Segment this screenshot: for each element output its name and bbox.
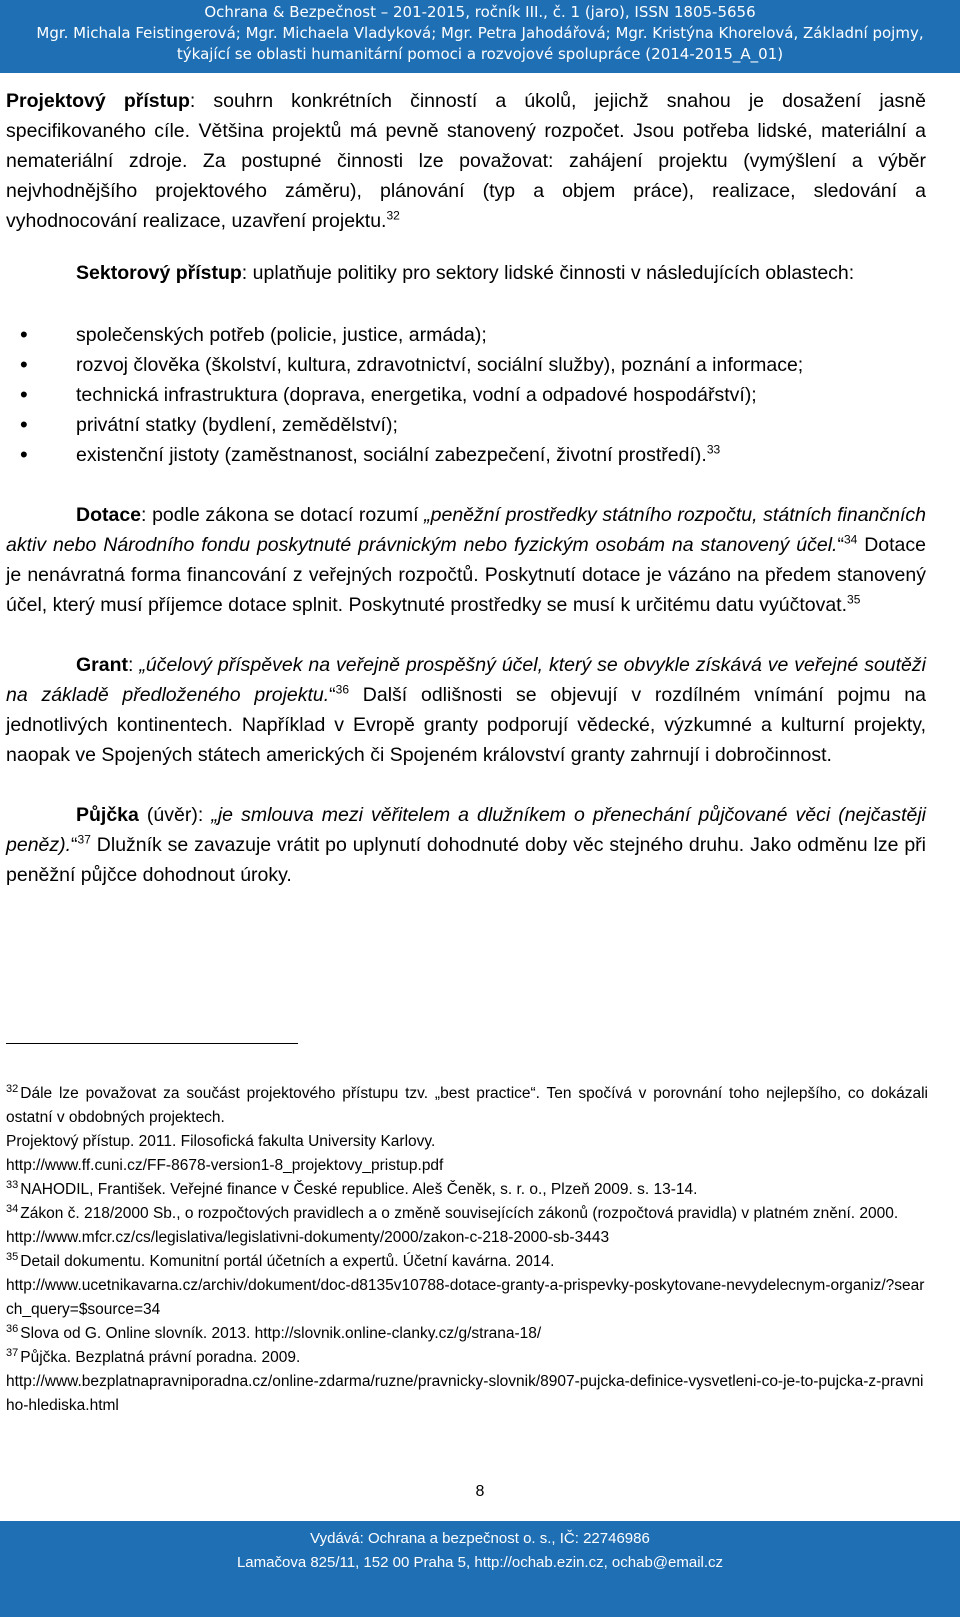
footnote-ref: 34 xyxy=(843,532,858,547)
paragraph-text: Dotace je nenávratná forma financování z veřejných rozpočtů. Poskytnutí dotace je vázáno na předem stanovený účel, který musí příjemce dotace splnit. Poskytnuté prostředky se musí k určitému datu vyúčtovat. xyxy=(6,534,926,616)
footnote-number: 34 xyxy=(6,1202,19,1215)
footnote-ref: 33 xyxy=(706,442,721,457)
footnote-text: Půjčka. Bezplatná právní poradna. 2009. xyxy=(20,1349,301,1366)
sector-list xyxy=(6,320,926,470)
footnotes xyxy=(6,1082,928,1418)
term-grant: Grant xyxy=(76,654,129,676)
paragraph-text: : uplatňuje politiky pro sektory lidské činnosti v následujících oblastech: xyxy=(241,262,855,284)
paragraph-sektorovy-pristup xyxy=(6,258,926,288)
footnote-36 xyxy=(6,1322,928,1346)
footnote-35-link[interactable]: http://www.ucetnikavarna.cz/archiv/dokument/doc-d8135v10788-dotace-granty-a-prispevky-poskytovane-nevydelecnym-organiz/?search_query=$source=34 xyxy=(6,1277,925,1318)
footnote-34 xyxy=(6,1202,928,1226)
page-number: 8 xyxy=(475,1483,485,1500)
paragraph-text: : xyxy=(128,654,140,676)
footnote-32-source: Projektový přístup. 2011. Filosofická fakulta University Karlovy. xyxy=(6,1133,436,1150)
footnote-number: 36 xyxy=(6,1322,19,1335)
footer-publisher-line: Vydává: Ochrana a bezpečnost o. s., IČ: 22746986 xyxy=(310,1530,650,1547)
header-journal-line: Ochrana & Bezpečnost – 201-2015, ročník III., č. 1 (jaro), ISSN 1805-5656 xyxy=(204,3,756,21)
publisher-footer xyxy=(0,1521,960,1617)
list-item: • technická infrastruktura (doprava, energetika, vodní a odpadové hospodářství); xyxy=(6,380,926,410)
paragraph-grant xyxy=(6,650,926,770)
paragraph-text: Dlužník se zavazuje vrátit po uplynutí dohodnuté doby věc stejného druhu. Jako odměnu lze při peněžní půjčce dohodnout úroky. xyxy=(6,834,926,886)
paragraph-text: : podle zákona se dotací rozumí xyxy=(141,504,425,526)
term-dotace: Dotace xyxy=(76,504,142,526)
footnote-text: Dále lze považovat za součást projektového přístupu tzv. „best practice“. Ten spočívá v porovnání toho nejlepšího, co dokázali ostatní v obdobných projektech. xyxy=(6,1085,928,1126)
paragraph-text: (úvěr): xyxy=(138,804,212,826)
footnote-37-link[interactable]: http://www.bezplatnapravniporadna.cz/online-zdarma/ruzne/pravnicky-slovnik/8907-pujcka-definice-vysvetleni-co-je-to-pujcka-z-pravniho-hlediska.html xyxy=(6,1373,924,1414)
definition-quote: „peněžní prostředky státního rozpočtu, státních finančních aktiv nebo Národního fondu poskytnuté právnickým nebo fyzickým osobám na stanovený účel. xyxy=(6,504,926,556)
term-sektorovy-pristup: Sektorový přístup xyxy=(76,262,242,284)
footnote-ref: 36 xyxy=(335,682,350,697)
quote-mark: “ xyxy=(837,534,844,556)
list-item: • rozvoj člověka (školství, kultura, zdravotnictví, sociální služby), poznání a informace; xyxy=(6,350,926,380)
quote-mark: “ xyxy=(329,684,336,706)
footnote-text: Slova od G. Online slovník. 2013. http://slovnik.online-clanky.cz/g/strana-18/ xyxy=(20,1325,542,1342)
quote-mark: “ xyxy=(71,834,78,856)
term-projektovy-pristup: Projektový přístup xyxy=(6,90,190,112)
definition-quote: „je smlouva mezi věřitelem a dlužníkem o přenechání půjčované věci (nejčastěji peněz). xyxy=(6,804,926,856)
footnote-text: Zákon č. 218/2000 Sb., o rozpočtových pravidlech a o změně souvisejících zákonů (rozpočtová pravidla) v platném znění. 2000. xyxy=(20,1205,899,1222)
list-item xyxy=(6,440,926,470)
paragraph-projektovy-pristup xyxy=(6,86,926,236)
footnote-37 xyxy=(6,1346,928,1370)
definition-quote: „účelový příspěvek na veřejně prospěšný účel, který se obvykle získává ve veřejné soutěži na základě předloženého projektu. xyxy=(6,654,926,706)
paragraph-text: Další odlišnosti se objevují v rozdílném vnímání pojmu na jednotlivých kontinentech. Například v Evropě granty podporují vědecké, výzkumné a kulturní projekty, naopak ve Spojených státech amerických či Spojeném království granty zahrnují i dobročinnost. xyxy=(6,684,926,766)
footnote-ref: 37 xyxy=(77,832,91,847)
footnote-ref: 35 xyxy=(847,592,861,607)
footnote-32 xyxy=(6,1082,928,1130)
footnote-number: 37 xyxy=(6,1346,19,1359)
header-authors-line: Mgr. Michala Feistingerová; Mgr. Michaela Vladyková; Mgr. Petra Jahodářová; Mgr. Kristýna Khorelová, Základní pojmy, xyxy=(36,24,924,42)
footnote-number: 32 xyxy=(6,1082,19,1095)
list-item: • společenských potřeb (policie, justice, armáda); xyxy=(6,320,926,350)
journal-header xyxy=(0,0,960,73)
footnote-32-link[interactable]: http://www.ff.cuni.cz/FF-8678-version1-8_projektovy_pristup.pdf xyxy=(6,1157,444,1174)
paragraph-dotace xyxy=(6,500,926,620)
footnote-35 xyxy=(6,1250,928,1274)
header-title-line: týkající se oblasti humanitární pomoci a rozvojové spolupráce (2014-2015_A_01) xyxy=(176,45,784,63)
footnote-number: 33 xyxy=(6,1178,19,1191)
paragraph-text: : souhrn konkrétních činností a úkolů, jejichž snahou je dosažení jasně specifikovaného cíle. Většina projektů má pevně stanovený rozpočet. Jsou potřeba lidské, materiální a nemateriální zdroje. Za postupné činnosti lze považovat: zahájení projektu (vymýšlení a výběr nejvhodnějšího projektového záměru), plánování (typ a objem práce), realizace, sledování a vyhodnocování realizace, uzavření projektu. xyxy=(6,90,926,232)
list-item: • privátní statky (bydlení, zemědělství); xyxy=(6,410,926,440)
footnote-separator xyxy=(6,1043,298,1044)
list-item-text: existenční jistoty (zaměstnanost, sociální zabezpečení, životní prostředí). xyxy=(76,444,707,466)
footnote-ref: 32 xyxy=(386,208,400,223)
footnote-33 xyxy=(6,1178,928,1202)
footnote-text: Detail dokumentu. Komunitní portál účetních a expertů. Účetní kavárna. 2014. xyxy=(20,1253,555,1270)
document-body xyxy=(6,86,926,890)
footnote-number: 35 xyxy=(6,1250,19,1263)
term-pujcka: Půjčka xyxy=(76,804,139,826)
paragraph-pujcka xyxy=(6,800,926,890)
footnote-34-link[interactable]: http://www.mfcr.cz/cs/legislativa/legislativni-dokumenty/2000/zakon-c-218-2000-sb-3443 xyxy=(6,1229,610,1246)
footnote-text: NAHODIL, František. Veřejné finance v České republice. Aleš Čeněk, s. r. o., Plzeň 2009. s. 13-14. xyxy=(20,1181,698,1198)
footer-address-line: Lamačova 825/11, 152 00 Praha 5, http://ochab.ezin.cz, ochab@email.cz xyxy=(236,1554,724,1571)
